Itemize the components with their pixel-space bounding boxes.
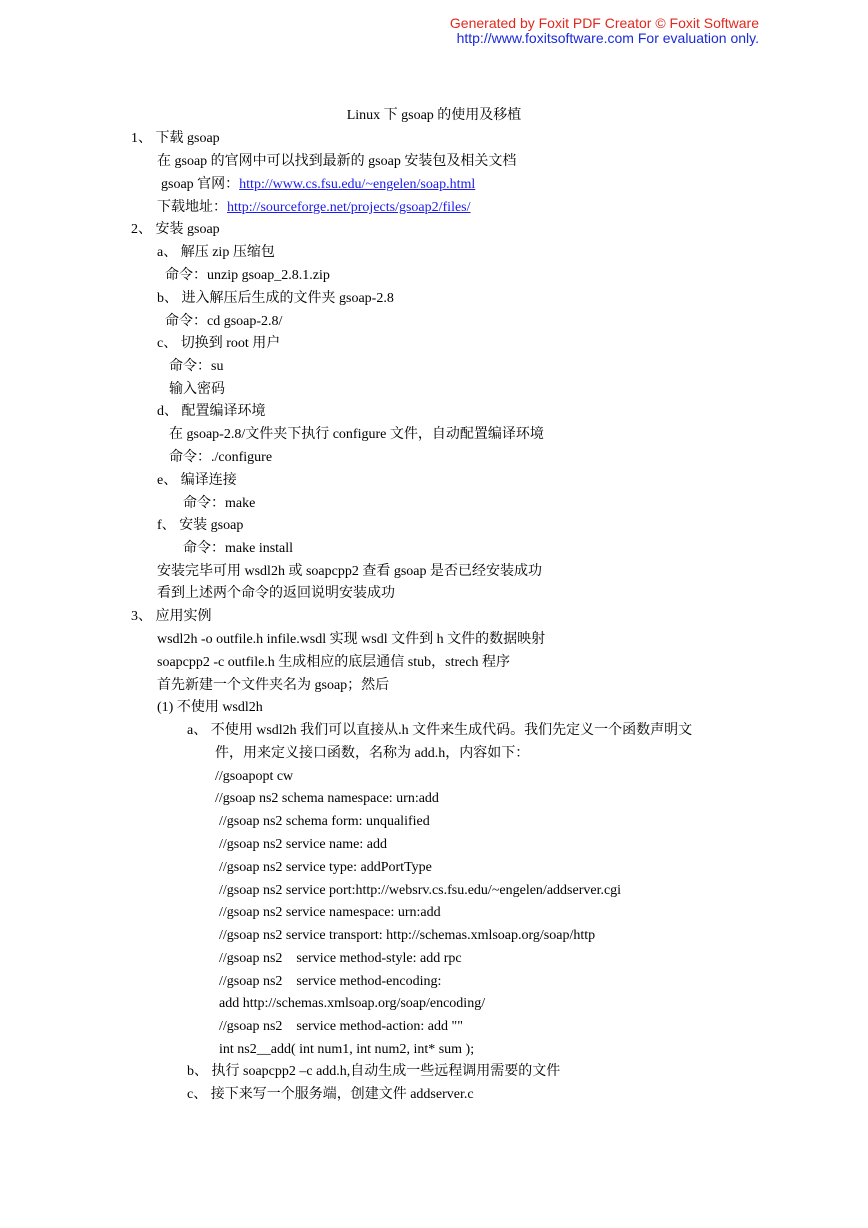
subsection-1-step-a-line-2: 件，用来定义接口函数，名称为 add.h，内容如下： xyxy=(215,746,530,761)
code-line: //gsoapopt cw xyxy=(215,769,294,784)
step-d-description: 在 gsoap-2.8/文件夹下执行 configure 文件，自动配置编译环境 xyxy=(169,427,544,442)
step-f: f、 安装 gsoap xyxy=(157,518,244,533)
official-site-link[interactable]: http://www.cs.fsu.edu/~engelen/soap.html xyxy=(239,177,476,192)
code-line: //gsoap ns2 service method-style: add rpc xyxy=(219,951,462,966)
step-c-password: 输入密码 xyxy=(169,382,225,397)
step-a: a、 解压 zip 压缩包 xyxy=(157,245,275,260)
step-b: b、 进入解压后生成的文件夹 gsoap-2.8 xyxy=(157,291,394,306)
code-line: int ns2__add( int num1, int num2, int* sum ); xyxy=(219,1042,475,1057)
step-d: d、 配置编译环境 xyxy=(157,404,266,419)
step-c: c、 切换到 root 用户 xyxy=(157,336,281,351)
code-line: //gsoap ns2 schema namespace: urn:add xyxy=(215,791,439,806)
code-line: //gsoap ns2 schema form: unqualified xyxy=(219,814,430,829)
step-e: e、 编译连接 xyxy=(157,473,237,488)
code-line: //gsoap ns2 service namespace: urn:add xyxy=(219,905,441,920)
document-title: Linux 下 gsoap 的使用及移植 xyxy=(346,108,522,123)
code-line: //gsoap ns2 service transport: http://schemas.xmlsoap.org/soap/http xyxy=(219,928,596,943)
install-done-note-1: 安装完毕可用 wsdl2h 或 soapcpp2 查看 gsoap 是否已经安装成功 xyxy=(157,564,542,579)
watermark-line-2[interactable]: http://www.foxitsoftware.com For evaluation only. xyxy=(456,30,759,46)
step-c-command: 命令：su xyxy=(169,359,224,374)
section-3-line-1: wsdl2h -o outfile.h infile.wsdl 实现 wsdl 文件到 h 文件的数据映射 xyxy=(157,632,546,647)
download-label: 下载地址： xyxy=(157,200,227,215)
subsection-1-step-c: c、 接下来写一个服务端，创建文件 addserver.c xyxy=(187,1087,474,1102)
section-1-description: 在 gsoap 的官网中可以找到最新的 gsoap 安装包及相关文档 xyxy=(157,154,517,169)
install-done-note-2: 看到上述两个命令的返回说明安装成功 xyxy=(157,586,395,601)
subsection-1-step-a-line-1: a、 不使用 wsdl2h 我们可以直接从.h 文件来生成代码。我们先定义一个函数声明文 xyxy=(187,723,693,738)
official-site-label: gsoap 官网： xyxy=(161,177,240,192)
code-line: //gsoap ns2 service type: addPortType xyxy=(219,860,432,875)
code-line: //gsoap ns2 service method-action: add "" xyxy=(219,1019,463,1034)
watermark-line-1: Generated by Foxit PDF Creator © Foxit Software xyxy=(449,15,759,31)
section-2-heading: 2、 安装 gsoap xyxy=(131,222,220,237)
code-line: //gsoap ns2 service port:http://websrv.cs.fsu.edu/~engelen/addserver.cgi xyxy=(219,883,622,898)
official-site-line xyxy=(161,176,475,194)
section-3-heading: 3、 应用实例 xyxy=(131,609,212,624)
watermark xyxy=(450,16,759,46)
download-link[interactable]: http://sourceforge.net/projects/gsoap2/files/ xyxy=(227,200,471,215)
section-3-line-2: soapcpp2 -c outfile.h 生成相应的底层通信 stub，strech 程序 xyxy=(157,655,511,670)
subsection-1-heading: (1) 不使用 wsdl2h xyxy=(157,700,263,715)
download-line xyxy=(157,199,471,217)
code-line: //gsoap ns2 service name: add xyxy=(219,837,387,852)
step-b-command: 命令：cd gsoap-2.8/ xyxy=(165,314,283,329)
step-f-command: 命令：make install xyxy=(183,541,294,556)
section-1-heading: 1、 下载 gsoap xyxy=(131,131,220,146)
code-line: //gsoap ns2 service method-encoding: xyxy=(219,974,442,989)
subsection-1-step-b: b、 执行 soapcpp2 –c add.h,自动生成一些远程调用需要的文件 xyxy=(187,1064,561,1079)
step-a-command: 命令：unzip gsoap_2.8.1.zip xyxy=(165,268,330,283)
section-3-line-3: 首先新建一个文件夹名为 gsoap；然后 xyxy=(157,678,390,693)
step-e-command: 命令：make xyxy=(183,496,256,511)
step-d-command: 命令：./configure xyxy=(169,450,273,465)
code-line: add http://schemas.xmlsoap.org/soap/encoding/ xyxy=(219,996,486,1011)
